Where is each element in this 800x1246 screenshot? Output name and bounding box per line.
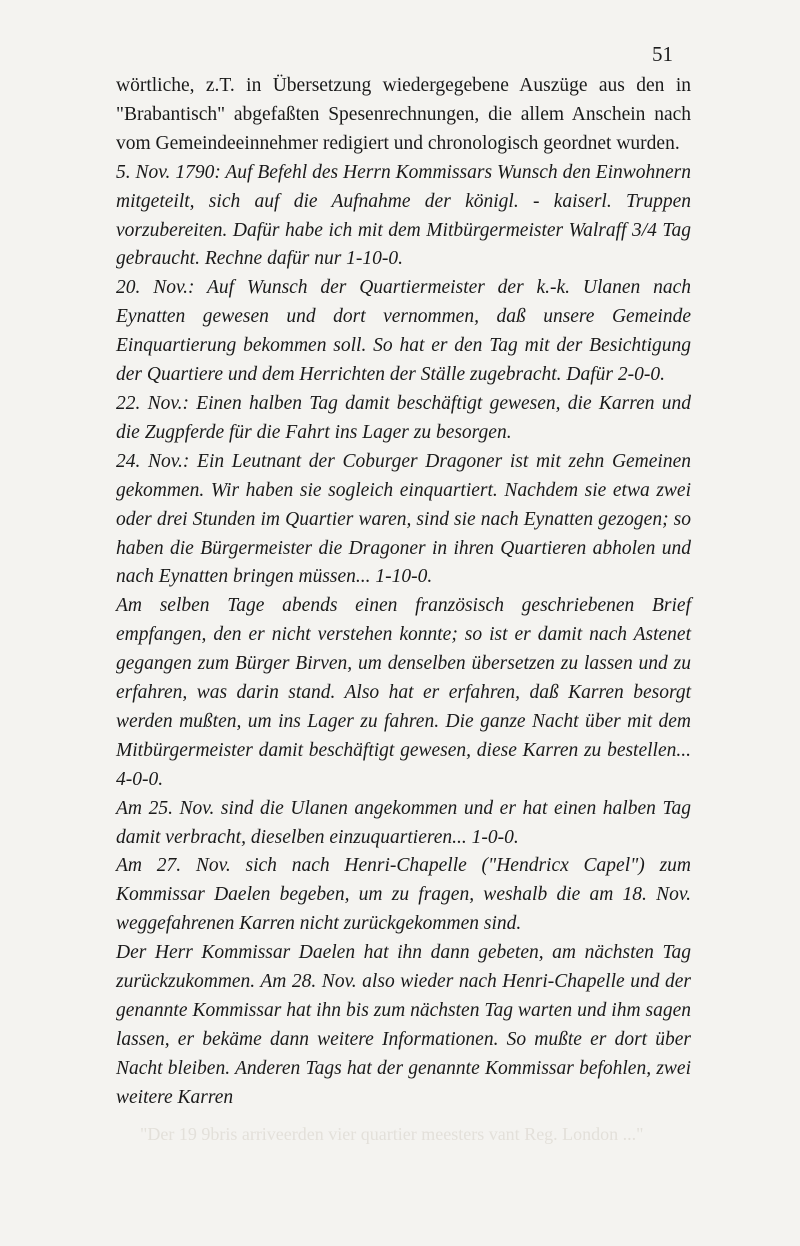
entry-paragraph: 22. Nov.: Einen halben Tag damit beschäftigt gewesen, die Karren und die Zugpferde für die Fahrt ins Lager zu besorgen. xyxy=(116,392,691,443)
entry-paragraph: Am 25. Nov. sind die Ulanen angekommen und er hat einen halben Tag damit verbracht, dieselben einzuquartieren... 1-0-0. xyxy=(116,797,691,848)
entry-paragraph: Am selben Tage abends einen französisch geschriebenen Brief empfangen, den er nicht verstehen konnte; so ist er damit nach Astenet gegangen zum Bürger Birven, um denselben übersetzen zu lassen und zu erfahren, was darin stand. Also hat er erfahren, daß Karren besorgt werden mußten, um ins Lager zu fahren. Die ganze Nacht über mit dem Mitbürgermeister damit beschäftigt gewesen, diese Karren zu bestellen... 4-0-0. xyxy=(116,595,691,790)
entry-paragraph: 24. Nov.: Ein Leutnant der Coburger Dragoner ist mit zehn Gemeinen gekommen. Wir haben sie sogleich einquartiert. Nachdem sie etwa zwei oder drei Stunden im Quartier waren, sind sie nach Eynatten gezogen; so haben die Bürgermeister die Dragoner in ihren Quartieren abholen und nach Eynatten bringen müssen... 1-10-0. xyxy=(116,450,691,588)
entry-paragraph: 20. Nov.: Auf Wunsch der Quartiermeister der k.-k. Ulanen nach Eynatten gewesen und dort vernommen, daß unsere Gemeinde Einquartierung bekommen soll. So hat er den Tag mit der Besichtigung der Quartiere und dem Herrichten der Ställe zugebracht. Dafür 2-0-0. xyxy=(116,277,691,386)
page-number: 51 xyxy=(652,42,673,66)
entry-paragraph: Am 27. Nov. sich nach Henri-Chapelle ("Hendricx Capel") zum Kommissar Daelen begeben, um zu fragen, weshalb die am 18. Nov. weggefahrenen Karren nicht zurückgekommen sind. xyxy=(116,855,691,935)
bleed-through-text: "Der 19 9bris arriveerden vier quartier meesters vant Reg. London ..." xyxy=(140,1124,644,1144)
entry-paragraph: Der Herr Kommissar Daelen hat ihn dann gebeten, am nächsten Tag zurückzukommen. Am 28. Nov. also wieder nach Henri-Chapelle und der genannte Kommissar hat ihn bis zum nächsten Tag warten und ihm sagen lassen, er bekäme dann weitere Informationen. So mußte er dort über Nacht bleiben. Anderen Tags hat der genannte Kommissar befohlen, zwei weitere Karren xyxy=(116,942,691,1108)
intro-paragraph: wörtliche, z.T. in Übersetzung wiedergegebene Auszüge aus den in "Brabantisch" abgefaßten Spesenrechnungen, die allem Anschein nach vom Gemeindeeinnehmer redigiert und chronologisch geordnet wurden. xyxy=(116,75,691,154)
entry-paragraph: 5. Nov. 1790: Auf Befehl des Herrn Kommissars Wunsch den Einwohnern mitgeteilt, sich auf die Aufnahme der königl. - kaiserl. Truppen vorzubereiten. Dafür habe ich mit dem Mitbürgermeister Walraff 3/4 Tag gebraucht. Rechne dafür nur 1-10-0. xyxy=(116,161,691,270)
body-text xyxy=(116,72,691,1113)
